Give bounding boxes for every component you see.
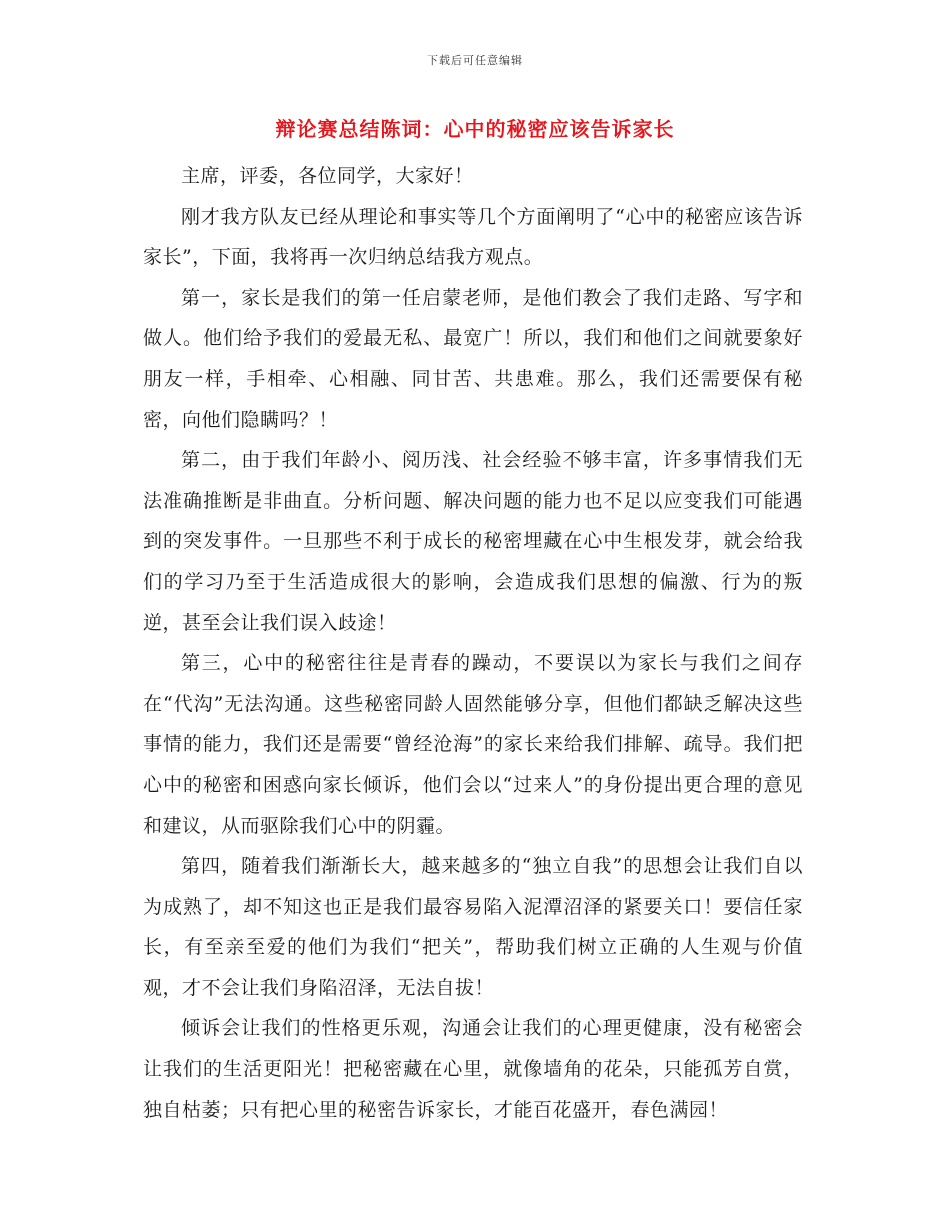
paragraph-conclusion: 倾诉会让我们的性格更乐观，沟通会让我们的心理更健康，没有秘密会让我们的生活更阳光！把秘密藏在心里，就像墙角的花朵，只能孤芳自赏，独自枯萎；只有把心里的秘密告诉家长，才能百花盛开，春色满园！	[143, 1017, 803, 1121]
paragraph-point-two: 第二，由于我们年龄小、阅历浅、社会经验不够丰富，许多事情我们无法准确推断是非曲直。分析问题、解决问题的能力也不足以应变我们可能遇到的突发事件。一旦那些不利于成长的秘密埋藏在心中生根发芽，就会给我们的学习乃至于生活造成很大的影响，会造成我们思想的偏激、行为的叛逆，甚至会让我们误入歧途！	[143, 449, 803, 634]
document-title: 辩论赛总结陈词：心中的秘密应该告诉家长	[275, 117, 675, 141]
paragraph-point-three: 第三，心中的秘密往往是青春的躁动，不要误以为家长与我们之间存在“代沟”无法沟通。这些秘密同龄人固然能够分享，但他们都缺乏解决这些事情的能力，我们还是需要“曾经沧海”的家长来给我们排解、疏导。我们把心中的秘密和困惑向家长倾诉，他们会以“过来人”的身份提出更合理的意见和建议，从而驱除我们心中的阴霾。	[143, 652, 803, 837]
paragraph-point-one: 第一，家长是我们的第一任启蒙老师，是他们教会了我们走路、写字和做人。他们给予我们的爱最无私、最宽广！所以，我们和他们之间就要象好朋友一样，手相牵、心相融、同甘苦、共患难。那么，我们还需要保有秘密，向他们隐瞒吗？！	[143, 286, 803, 431]
page-header-note: 下载后可任意编辑	[427, 54, 523, 67]
paragraph-point-four: 第四，随着我们渐渐长大，越来越多的“独立自我”的思想会让我们自以为成熟了，却不知这也正是我们最容易陷入泥潭沼泽的紧要关口！要信任家长，有至亲至爱的他们为我们“把关”，帮助我们树立正确的人生观与价值观，才不会让我们身陷沼泽，无法自拔！	[143, 855, 803, 999]
paragraph-greeting: 主席，评委，各位同学，大家好！	[181, 165, 474, 187]
paragraph-intro: 刚才我方队友已经从理论和事实等几个方面阐明了“心中的秘密应该告诉家长”，下面，我将再一次归纳总结我方观点。	[143, 205, 803, 269]
document-body	[143, 156, 803, 1130]
